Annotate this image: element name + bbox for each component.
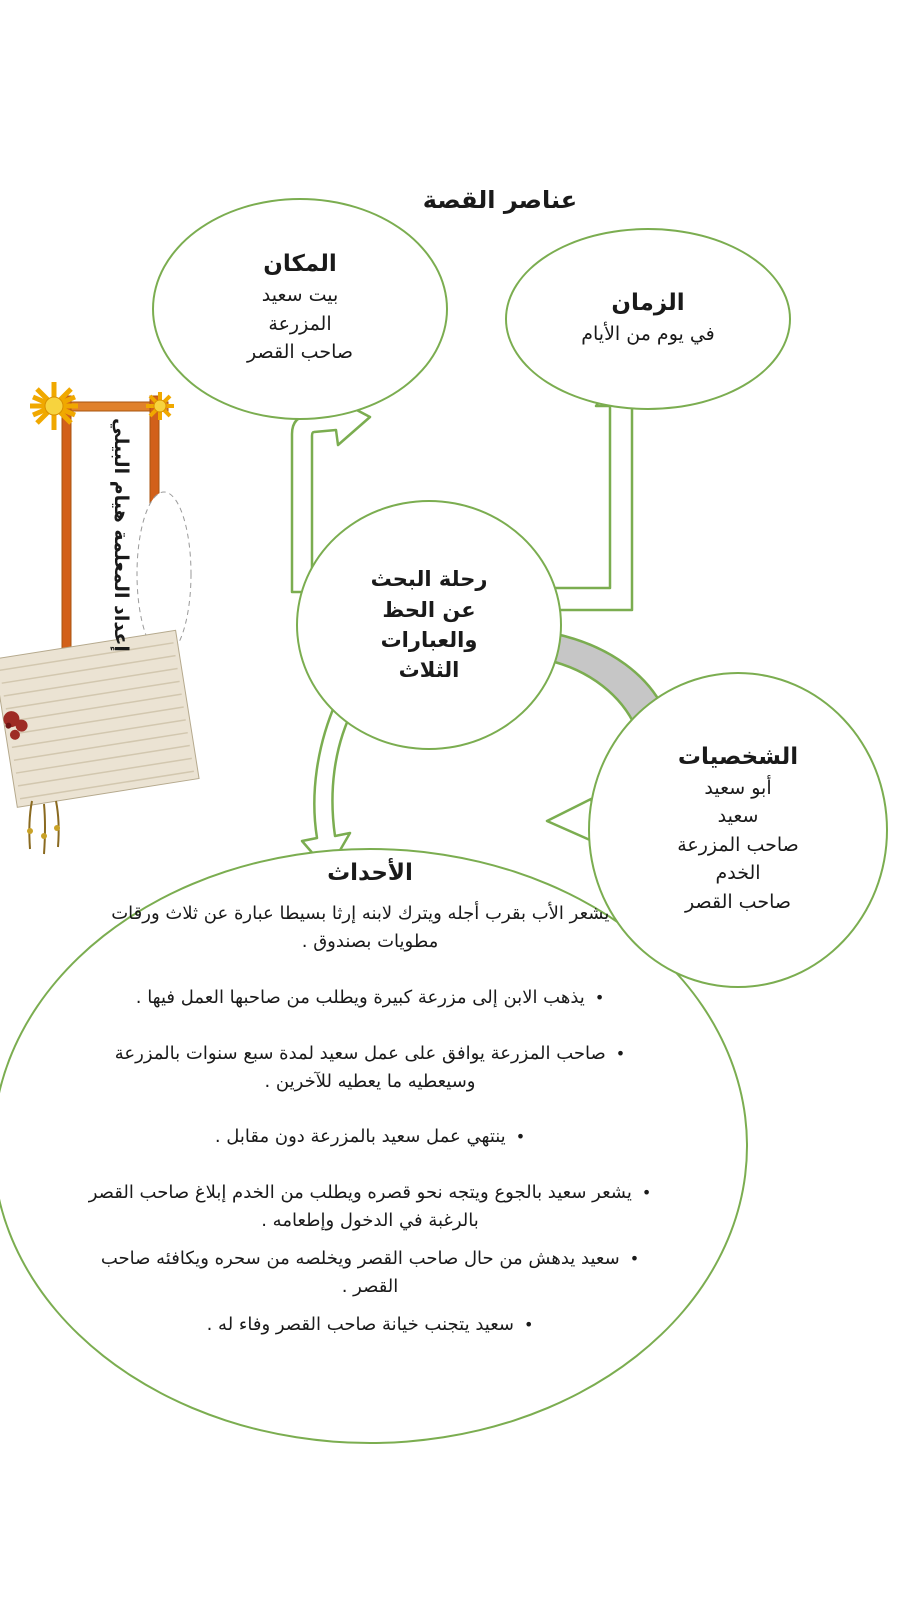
bullet-marker: •: [515, 1127, 526, 1147]
bullet-marker: •: [615, 1043, 626, 1063]
bullet-marker: •: [641, 1183, 652, 1203]
event-item: [86, 1311, 654, 1339]
bullet-marker: •: [629, 1249, 640, 1269]
place-title: المكان: [263, 251, 337, 278]
arrow-center-to-events: [302, 702, 354, 871]
event-item: [86, 1040, 654, 1096]
event-text: سعيد يتجنب خيانة صاحب القصر وفاء له .: [206, 1313, 514, 1335]
event-text: يشعر سعيد بالجوع ويتجه نحو قصره ويطلب من الخدم إبلاغ صاحب القصر بالرغبة في الدخول وإطعامه .: [88, 1182, 632, 1232]
story-title-line: الثلاث: [398, 658, 460, 683]
tassel-knots: [27, 825, 60, 839]
time-bubble: [505, 228, 791, 410]
story-title-line: عن الحظ: [382, 597, 476, 622]
page-title: عناصر القصة: [422, 186, 578, 214]
story-title-line: والعبارات: [380, 628, 478, 652]
event-text: سعيد يدهش من حال صاحب القصر ويخلصه من سحره ويكافئه صاحب القصر .: [100, 1248, 620, 1298]
event-text: ينتهي عمل سعيد بالمزرعة دون مقابل .: [214, 1126, 506, 1148]
character-item: سعيد: [717, 805, 759, 828]
character-item: صاحب المزرعة: [677, 833, 799, 856]
character-item: صاحب القصر: [685, 890, 792, 913]
event-item: [86, 1123, 654, 1151]
decorative-loom-image: [0, 376, 200, 876]
events-list: [86, 900, 654, 1339]
event-text: صاحب المزرعة يوافق على عمل سعيد لمدة سبع سنوات بالمزرعة وسيعطيه ما يعطيه للآخرين .: [114, 1042, 606, 1092]
event-item: [86, 1245, 654, 1301]
bullet-marker: •: [594, 987, 605, 1007]
place-item: المزرعة: [268, 312, 332, 335]
event-item: [86, 900, 654, 956]
bullet-marker: •: [523, 1314, 534, 1334]
characters-title: الشخصيات: [677, 743, 799, 770]
character-item: أبو سعيد: [704, 776, 772, 799]
event-text: يشعر الأب بقرب أجله ويترك لابنه إرثا بسيطا عبارة عن ثلاث ورقات مطويات بصندوق .: [111, 903, 610, 952]
character-item: الخدم: [715, 862, 761, 885]
events-title: الأحداث: [327, 860, 413, 886]
loom-oval: [137, 492, 191, 656]
characters-bubble: [588, 672, 888, 988]
event-item: [86, 1179, 654, 1235]
event-text: يذهب الابن إلى مزرعة كبيرة ويطلب من صاحبها العمل فيها .: [135, 986, 585, 1008]
story-center-bubble: [296, 500, 562, 750]
event-item: [86, 984, 654, 1012]
time-title: الزمان: [611, 289, 685, 316]
teacher-credit: إعداد المعلمة هيام البيلي: [110, 418, 132, 652]
story-title-line: رحلة البحث: [370, 567, 488, 592]
place-item: بيت سعيد: [261, 284, 339, 307]
place-item: صاحب القصر: [247, 341, 354, 364]
time-item: في يوم من الأيام: [581, 322, 715, 345]
loom-graphic: [0, 376, 200, 876]
parchment: [0, 630, 199, 807]
